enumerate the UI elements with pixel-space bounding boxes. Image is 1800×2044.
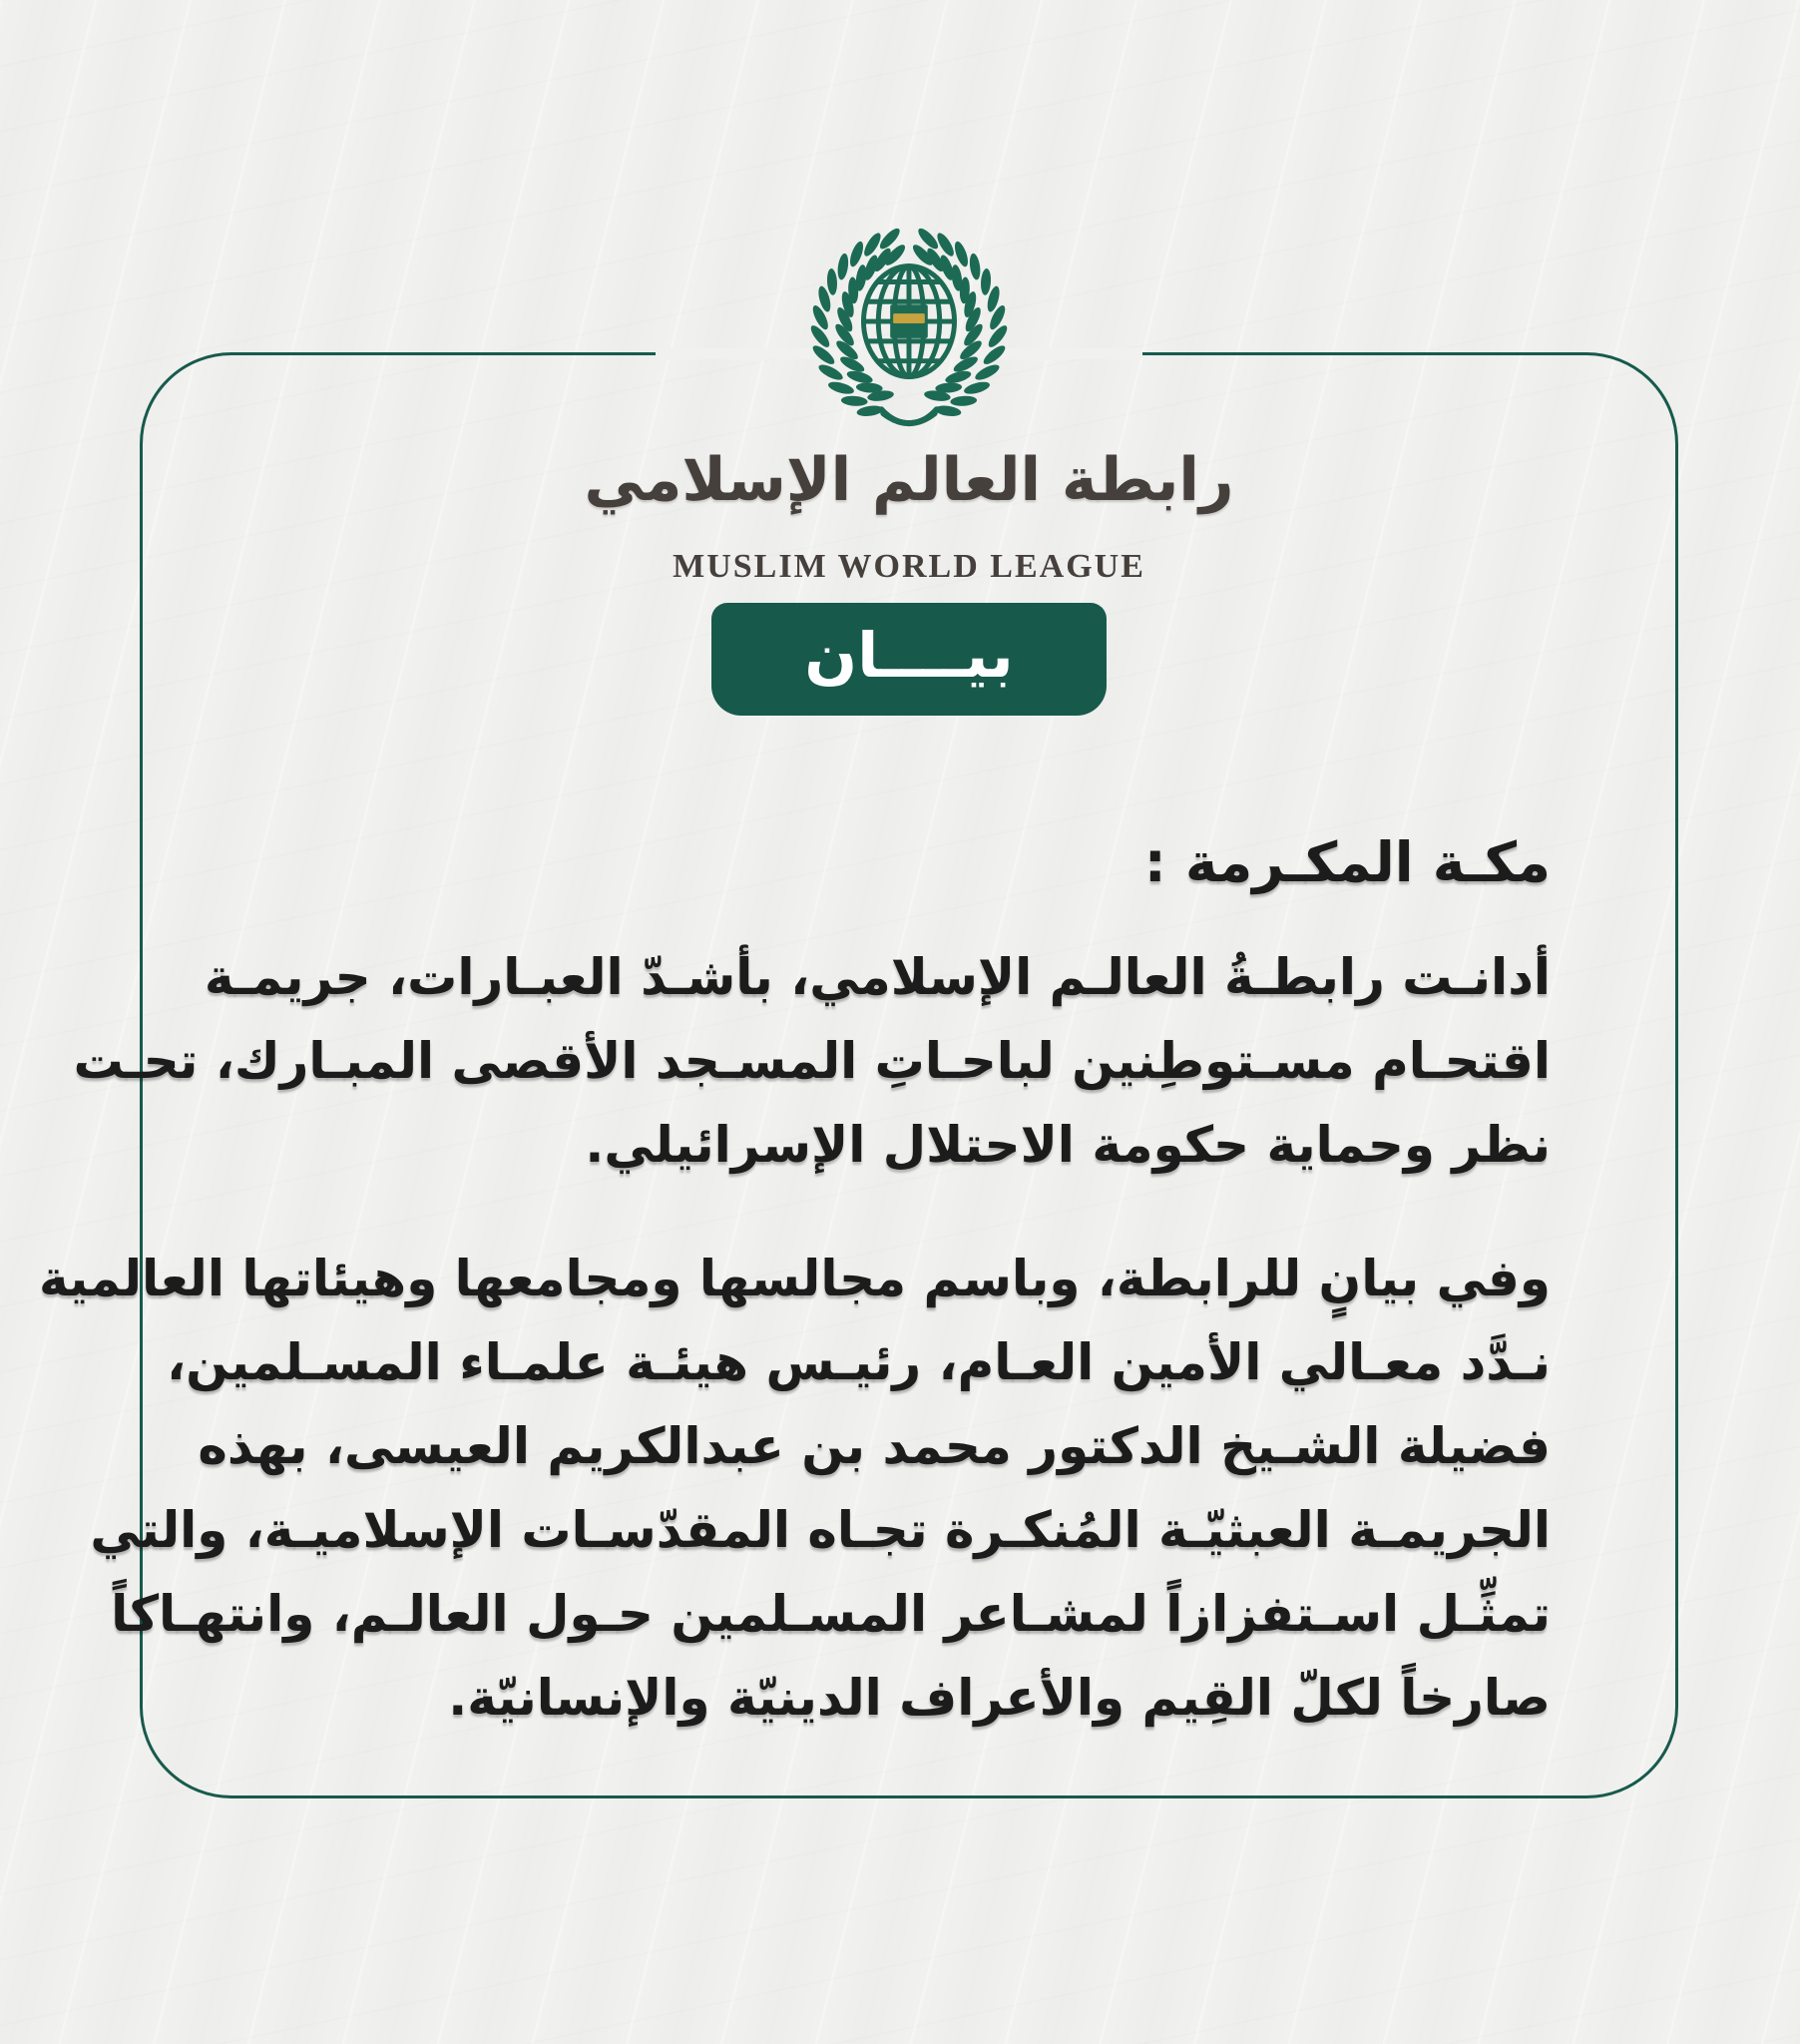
location-heading: مكـة المكـرمة : (1143, 830, 1551, 894)
wreath-globe-icon (810, 226, 1008, 433)
statement-paragraph-2 (39, 1237, 1551, 1740)
statement-line: نـدَّد معـالي الأمين العـام، رئيـس هيئـة علمـاء المسـلمين، (167, 1333, 1551, 1391)
globe-icon (860, 266, 959, 377)
mwl-logo (810, 226, 1008, 433)
statement-banner (711, 603, 1107, 716)
statement-body (39, 820, 1551, 1740)
statement-line: الجريمـة العبثيّـة المُنكـرة تجـاه المقدّسـات الإسلاميـة، والتي (90, 1501, 1551, 1559)
english-org-name: MUSLIM WORLD LEAGUE (673, 548, 1145, 585)
statement-line: نظر وحماية حكومة الاحتلال الإسرائيلي. (585, 1116, 1551, 1174)
statement-line: اقتحـام مسـتوطِنين لباحـاتِ المسـجد الأقصى المبـارك، تحـت (73, 1032, 1551, 1090)
statement-line: صارخاً لكلّ القِيم والأعراف الدينيّة والإنسانيّة. (448, 1669, 1551, 1727)
statement-line: أدانـت رابطـةُ العالـم الإسلامي، بأشـدّ العبـارات، جريمـة (204, 948, 1551, 1006)
statement-line: تمثِّـل اسـتفزازاً لمشـاعر المسـلمين حـول العالـم، وانتهـاكاً (111, 1585, 1551, 1643)
banner-label: بيــــان (804, 619, 1014, 692)
statement-paragraph-1 (73, 935, 1551, 1187)
kaaba-gold-band (893, 313, 925, 323)
arabic-calligraphy-logo: رابطة العالم الإسلامي (584, 445, 1234, 515)
statement-line: فضيلة الشـيخ الدكتور محمد بن عبدالكريم العيسى، بهذه (198, 1417, 1551, 1475)
statement-line: وفي بيانٍ للرابطة، وباسم مجالسها ومجامعها وهيئاتها العالمية (39, 1250, 1551, 1307)
